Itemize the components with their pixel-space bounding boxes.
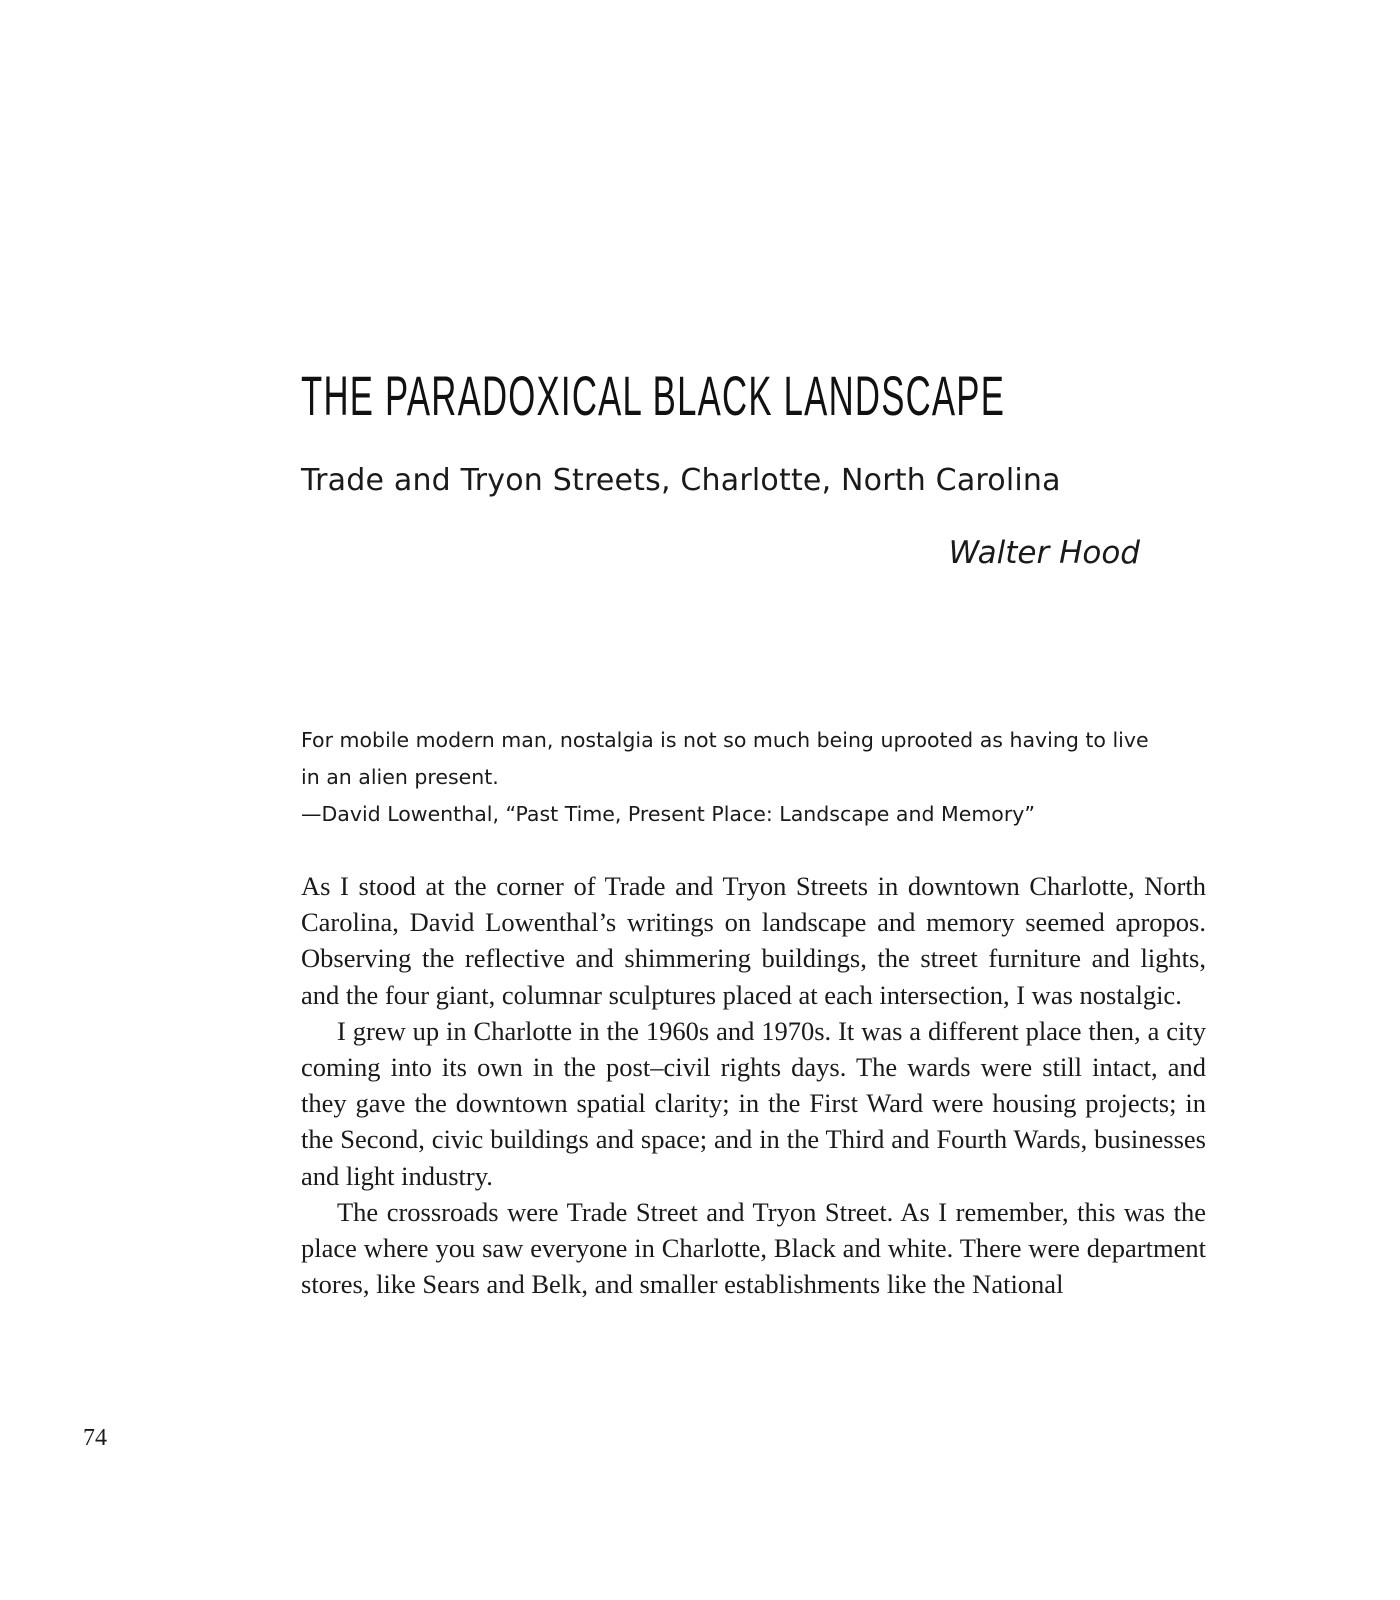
epigraph-quote: For mobile modern man, nostalgia is not so much being uprooted as having to live in an alien present.	[301, 728, 1149, 789]
page-number: 74	[83, 1425, 107, 1451]
chapter-author: Walter Hood	[948, 535, 1140, 571]
body-paragraph: As I stood at the corner of Trade and Tryon Streets in downtown Charlotte, North Carolina, David Lowenthal’s writings on landscape and memory seemed apropos. Observing the reflective and shimmering buildings, the street furniture and lights, and the four giant, columnar sculptures placed at each intersection, I was nostalgic.	[301, 871, 1206, 1010]
chapter-title: THE PARADOXICAL BLACK LANDSCAPE	[301, 364, 1006, 427]
epigraph	[301, 722, 1161, 833]
body-text	[301, 868, 1206, 1302]
body-paragraph: I grew up in Charlotte in the 1960s and 1970s. It was a different place then, a city coming into its own in the post–civil rights days. The wards were still intact, and they gave the downtown spatial clarity; in the First Ward were housing projects; in the Second, civic buildings and space; and in the Third and Fourth Wards, businesses and light industry.	[301, 1015, 1206, 1191]
body-paragraph: The crossroads were Trade Street and Tryon Street. As I remember, this was the place where you saw everyone in Charlotte, Black and white. There were department stores, like Sears and Belk, and smaller establishments like the National	[301, 1196, 1206, 1300]
epigraph-attribution: —David Lowenthal, “Past Time, Present Place: Landscape and Memory”	[301, 802, 1036, 826]
chapter-subtitle: Trade and Tryon Streets, Charlotte, North Carolina	[301, 463, 1061, 498]
